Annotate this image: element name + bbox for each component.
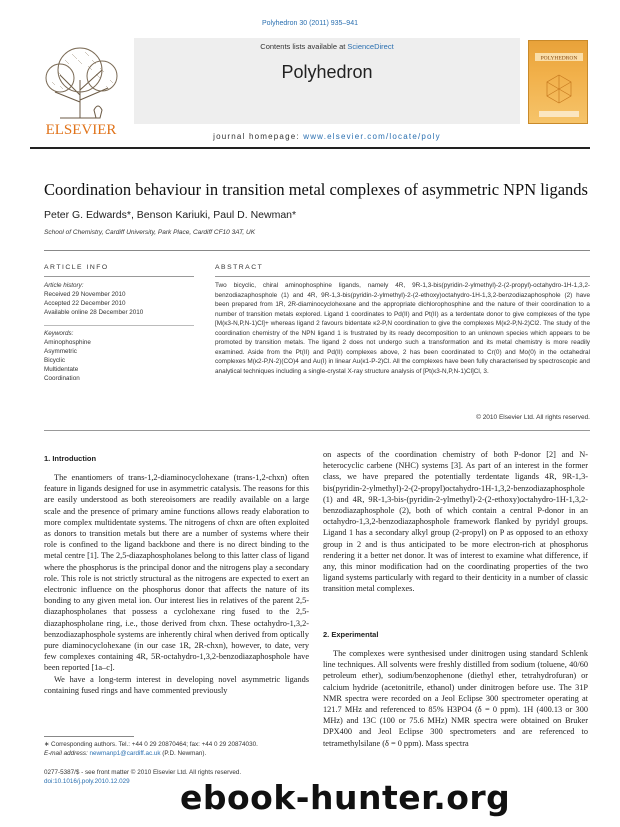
corresponding-footnote — [44, 741, 314, 759]
title-rule — [44, 250, 590, 251]
article-history — [44, 281, 194, 317]
journal-title: Polyhedron — [281, 62, 373, 82]
experimental-heading: 2. Experimental — [323, 630, 379, 639]
issn-line: 0277-5387/$ - see front matter © 2010 Elsevier Ltd. All rights reserved. — [44, 769, 242, 776]
email-suffix: (P.D. Newman). — [160, 749, 207, 757]
header-rule — [30, 147, 590, 149]
watermark-text: ebook-hunter.org — [180, 778, 511, 817]
keywords-heading: Keywords: — [44, 330, 74, 337]
email-line — [44, 750, 314, 759]
svg-text:POLYHEDRON: POLYHEDRON — [540, 55, 578, 62]
doi-link[interactable]: doi:10.1016/j.poly.2010.12.029 — [44, 777, 130, 785]
keyword-item: Aminophosphine — [44, 339, 91, 346]
abstract-copyright: © 2010 Elsevier Ltd. All rights reserved. — [476, 414, 590, 421]
author-affiliation: School of Chemistry, Cardiff University, Park Place, Cardiff CF10 3AT, UK — [44, 229, 256, 236]
body-paragraph: The enantiomers of trans-1,2-diaminocyclohexane (trans-1,2-chxn) often feature in ligands designed for use in asymmetric catalysis. The reasons for this are easily understood as both stereoisomers are readily available on a large scale and the presence of primary amine functions allows ready elaboration to more complex multidentate systems. The nitrogens of chxn are often exploited as donors to transition metals but there are a number of systems where their role is confined to the ligand backbone and there is no direct binding to the metal centre [1]. The 2,5-diazaphospholanes belong to this latter class of ligand where the phosphorus is the principal donor and the nitrogens play a secondary role. This role is not strictly structural as the nitrogens are expected to exert an electronic influence on the phosphorus donor that affects the nature of its bonding to any given metal ion. Our interest lies in relatives of the parent 2,5-diazaphospholanes that possess a cyclohexane ring fused to the 2,5-diazaphospholane ring, i.e., those derived from chxn. These octahydro-1,3,2-benzodiazaphosphole systems are inherently chiral when derived from optically pure diaminocyclohexane (in our case 1R, 2R-chxn), however, to date, very few complexes containing 4R, 5R-octahydro-1,3,2-benzodiazaphosphole have been reported [1a–c]. — [44, 473, 309, 673]
keywords-block — [44, 329, 194, 383]
history-online: Available online 28 December 2010 — [44, 309, 144, 316]
svg-text:ELSEVIER: ELSEVIER — [45, 122, 117, 138]
footnote-rule — [44, 736, 134, 737]
history-received: Received 29 November 2010 — [44, 291, 126, 298]
elsevier-logo — [30, 40, 132, 138]
experimental-body — [323, 648, 588, 749]
journal-cover-image — [528, 40, 588, 124]
abstract-text — [215, 281, 590, 376]
body-paragraph: We have a long-term interest in developing novel asymmetric ligands containing fused rings and have commented previously — [44, 674, 309, 695]
contents-prefix: Contents lists available at — [260, 42, 348, 51]
abstract-rule — [215, 276, 590, 277]
history-heading: Article history: — [44, 282, 84, 289]
article-info-label: ARTICLE INFO — [44, 264, 109, 271]
abstract-bottom-rule — [44, 430, 590, 431]
keyword-item: Bicyclic — [44, 357, 65, 364]
right-column-text — [323, 449, 588, 595]
sciencedirect-link[interactable]: ScienceDirect — [347, 42, 394, 51]
email-label: E-mail address: — [44, 749, 90, 757]
abstract-paragraph: Two bicyclic, chiral aminophosphine ligands, namely 4R, 9R-1,3-bis(pyridin-2-ylmethyl)-2-(2-propyl)-octahydro-1H-1,3,2-benzodiazaphosphole (1) and 4R, 9R-1,3-bis(pyridin-2-ylmethyl)-2-(2-ethoxy)octahydro-1H-1,3,2-benzodiazaphosphole (2) have been prepared from 1R, 2R-diaminocyclohexane and the appropriate dichlorophosphine and the nature of their coordination to a number of transition metals explored. Ligand 1 coordinates to Pd(II) and Pt(II) as a terdentate donor to give complexes of the type [M(κ3-N,P,N-1)Cl]+ whereas ligand 2 favours bidentate κ2-P,N coordination to give the complexes M(κ2-P,N-2)Cl2. The study of the coordination chemistry of the NPN ligand 1 is frustrated by its ready decomposition to an unknown species which appears to be promoted by transition metals. The ligand 2 does not undergo such a transformation and its metal chemistry is more readily examined. Aside from the Pt(II) and Pd(II) complexes above, 2 has been coordinated to Cr(0) and Mo(0) in the octahedral complexes M(κ2-P,N-2)(CO)4 and Au(I) in linear Au(κ1-P-2)Cl. All the complexes have been fully characterised by spectroscopic and analytical techniques including a single-crystal X-ray structure analysis of [Pt(κ3-N,P,N-1)Cl]Cl, 3. — [215, 282, 590, 375]
article-authors: Peter G. Edwards*, Benson Kariuki, Paul D. Newman* — [44, 209, 297, 221]
keyword-item: Asymmetric — [44, 348, 77, 355]
journal-citation: Polyhedron 30 (2011) 935–941 — [261, 20, 358, 27]
introduction-heading: 1. Introduction — [44, 454, 97, 463]
article-info-rule — [44, 276, 194, 277]
journal-homepage — [134, 132, 520, 141]
keywords-rule — [44, 325, 194, 326]
history-accepted: Accepted 22 December 2010 — [44, 300, 126, 307]
article-title: Coordination behaviour in transition metal complexes of asymmetric NPN ligands — [44, 180, 588, 199]
email-link[interactable]: newmanp1@cardiff.ac.uk — [89, 749, 161, 757]
corresponding-author-note: ∗ Corresponding authors. Tel.: +44 0 29 20870464; fax: +44 0 29 20874030. — [44, 741, 258, 748]
introduction-body — [44, 472, 309, 696]
contents-line — [134, 42, 520, 51]
homepage-link[interactable]: www.elsevier.com/locate/poly — [303, 132, 441, 141]
body-paragraph: on aspects of the coordination chemistry of both P-donor [2] and N-heterocyclic carbene (NHC) systems [3]. As part of an interest in the former class, we have prepared the potentially terdentate ligands 4R, 9R-1,3-bis(pyridin-2-ylmethyl)-2-(2-propyl)octahydro-1H-1,3,2-benzodiazaphosphole (1) and 4R, 9R-1,3-bis-(pyridin-2-ylmethyl)-2-(2-ethoxy)octahydro-1H-1,3,2-benzodiazaphosphole (2), both of which contain a central P-donor in an octahydro-1,3,2-benzodiazaphosphole framework flanked by pyridyl groups. Ligand 1 has a secondary alkyl group (2-propyl) on P as opposed to an ethoxy group in 2 and is thus anticipated to be more electron-rich at phosphorus rendering it a better net donor. It was of interest to examine what difference, if any, this minor modification had on the coordinating properties of the two ligand systems particularly with regard to their denticity in a number of classic transition metal complexes. — [323, 450, 588, 594]
homepage-prefix: journal homepage: — [213, 132, 304, 141]
keyword-item: Multidentate — [44, 366, 79, 373]
keyword-item: Coordination — [44, 375, 80, 382]
body-paragraph: The complexes were synthesised under dinitrogen using standard Schlenk line techniques. All solvents were freshly distilled from sodium (toluene, 40/60 petroleum ether), sodium/benzophenone (diethyl ether, tetrahydrofuran) or calcium hydride (acetonitrile, ethanol) under dinitrogen before use. The 31P NMR spectra were recorded on a Jeol Eclipse 300 spectrometer operating at 121.7 MHz and referenced to 85% H3PO4 (δ = 0 ppm). 1H (400.13 or 300 MHz) and 13C (100 or 75.6 MHz) NMR spectra were obtained on Bruker DPX400 and Jeol Eclipse 300 spectrometers and are referenced to tetramethylsilane (δ = 0 ppm). Mass spectra — [323, 649, 588, 748]
abstract-label: ABSTRACT — [215, 264, 264, 271]
